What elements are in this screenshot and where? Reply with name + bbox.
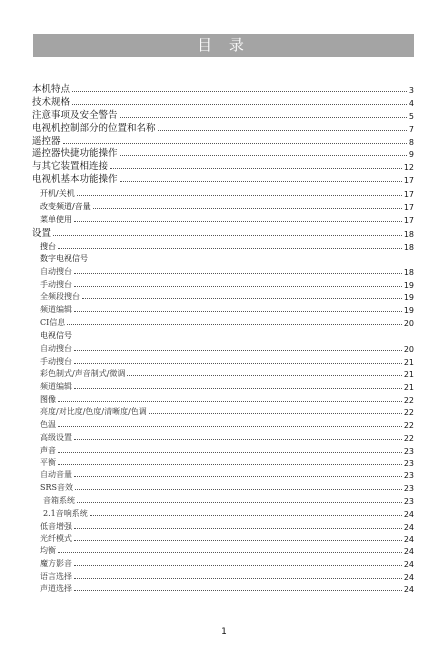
page-title: 目 录 [33,34,414,57]
toc-entry-page: 18 [403,230,414,239]
toc-entry-label: 频道编辑 [40,305,72,314]
toc-entry [40,430,414,443]
dot-leader [58,452,402,453]
toc-entry-label: 自动搜台 [40,344,72,353]
toc-entry [40,289,414,302]
toc-entry [40,251,414,264]
toc-entry-label: 手动搜台 [40,280,72,289]
toc-entry-page: 24 [403,523,414,532]
dot-leader [58,248,402,249]
toc-entry [32,172,414,185]
dot-leader [120,181,402,182]
toc-entry-page: 3 [408,86,414,95]
dot-leader [74,528,402,529]
toc-entry-page: 19 [403,293,414,302]
dot-leader [74,565,402,566]
toc-entry-page: 18 [403,268,414,277]
dot-leader [77,502,402,503]
toc-entry-page: 24 [403,535,414,544]
toc-entry [40,581,414,594]
dot-leader [74,221,402,222]
toc-entry-label: CI信息 [40,318,66,327]
toc-entry-label: 频道编辑 [40,382,72,391]
toc-entry [40,543,414,556]
dot-leader [58,401,402,402]
toc-entry-page: 18 [403,243,414,252]
toc-entry-label: 语言选择 [40,572,72,581]
dot-leader [110,168,402,169]
toc-entry-label: 自动音量 [40,470,72,479]
toc-entry-label: 开机/关机 [40,189,75,198]
toc-entry-label: 本机特点 [32,84,71,95]
toc-entry-page: 24 [403,510,414,519]
toc-entry [40,467,414,480]
toc-entry-label: 色温 [40,420,56,429]
toc-entry-page: 23 [403,471,414,480]
toc-entry [32,95,414,108]
toc-entry-label: 数字电视信号 [40,254,88,263]
dot-leader [74,590,402,591]
toc-entry-page: 21 [403,370,414,379]
toc-entry-page: 23 [403,447,414,456]
toc-entry-label: 自动搜台 [40,267,72,276]
toc-entry-label: 高级设置 [40,433,72,442]
dot-leader [72,104,407,105]
toc-entry [32,108,414,121]
dot-leader [77,195,402,196]
toc-entry-page: 17 [403,176,414,185]
toc-entry-page: 9 [408,150,414,159]
toc-entry [40,315,414,328]
toc-entry [40,404,414,417]
toc-entry-page: 17 [403,203,414,212]
toc-entry-page: 20 [403,345,414,354]
toc-entry-label: 电视信号 [40,331,72,340]
dot-leader [158,130,407,131]
toc-entry-label: 均衡 [40,546,56,555]
toc-entry [40,556,414,569]
toc-entry-label: 全频段搜台 [40,292,80,301]
toc-entry-label: 彩色制式/声音制式/微调 [40,369,126,378]
dot-leader [120,117,407,118]
dot-leader [93,208,402,209]
toc-entry-label: 亮度/对比度/色度/清晰度/色调 [40,407,147,416]
toc-entry-page: 5 [408,112,414,121]
toc-entry-label: 手动搜台 [40,357,72,366]
toc-entry [40,417,414,430]
toc-entry-page: 12 [403,163,414,172]
toc-entry [32,121,414,134]
toc-entry [32,146,414,159]
toc-entry-page: 19 [403,306,414,315]
toc-entry-page: 23 [403,497,414,506]
dot-leader [58,426,402,427]
toc-entry [43,506,414,519]
toc-entry [32,159,414,172]
toc-entry-page: 23 [403,459,414,468]
toc-entry-page: 20 [403,319,414,328]
toc-entry-page: 7 [408,125,414,134]
toc-entry-label: 音箱系统 [43,496,75,505]
dot-leader [58,464,402,465]
toc-entry [40,366,414,379]
toc-entry-page: 24 [403,573,414,582]
toc-entry-page: 22 [403,408,414,417]
toc-entry-label: 注意事项及安全警告 [32,110,118,121]
toc-entry-page: 19 [403,281,414,290]
dot-leader [74,540,402,541]
toc-entry-label: 魔方影音 [40,559,72,568]
toc-entry-label: 遥控器快捷功能操作 [32,148,118,159]
dot-leader [149,413,402,414]
toc-entry [40,264,414,277]
toc-entry-label: 低音增强 [40,522,72,531]
toc-entry-label: 菜单使用 [40,215,72,224]
toc-entry [43,493,414,506]
toc-entry [32,82,414,95]
page-number: 1 [221,627,227,637]
toc-entry [40,341,414,354]
toc-entry-label: 与其它装置相连接 [32,161,109,172]
toc-entry [40,328,414,341]
toc-entry-label: 设置 [32,228,52,239]
dot-leader [74,286,402,287]
dot-leader [75,489,402,490]
dot-leader [74,311,402,312]
toc-entry-label: 声音 [40,446,56,455]
dot-leader [82,298,402,299]
toc-entry [32,226,414,239]
toc-entry-page: 17 [403,216,414,225]
toc-entry-page: 21 [403,383,414,392]
toc-entry-label: 改变频道/音量 [40,202,91,211]
toc-entry-page: 22 [403,421,414,430]
toc-entry [40,199,414,212]
dot-leader [120,155,407,156]
dot-leader [74,363,402,364]
toc-entry-label: 光纤模式 [40,534,72,543]
toc-entry [40,480,414,493]
dot-leader [74,350,402,351]
toc-entry-label: 平衡 [40,458,56,467]
dot-leader [53,235,402,236]
toc-entry-page: 17 [403,190,414,199]
toc-entry-label: 遥控器 [32,136,61,147]
toc-entry-page: 24 [403,585,414,594]
dot-leader [63,143,407,144]
toc-entry-label: SRS音效 [40,483,73,492]
toc-entry [40,379,414,392]
dot-leader [127,375,401,376]
toc-entry-page: 24 [403,560,414,569]
toc-entry-page: 23 [403,484,414,493]
toc-entry-page: 22 [403,434,414,443]
dot-leader [74,578,402,579]
dot-leader [72,91,407,92]
dot-leader [67,324,402,325]
toc-entry-page: 22 [403,396,414,405]
toc-entry-label: 电视机控制部分的位置和名称 [32,123,156,134]
toc-entry-label: 2.1音响系统 [43,509,88,518]
dot-leader [74,476,402,477]
toc-entry-label: 图像 [40,395,56,404]
toc-entry [40,186,414,199]
dot-leader [74,439,402,440]
toc-entry-page: 8 [408,138,414,147]
toc-entry-label: 声道选择 [40,584,72,593]
toc-entry [40,212,414,225]
dot-leader [90,515,402,516]
dot-leader [74,273,402,274]
toc-entry-label: 搜台 [40,242,56,251]
toc-entry-page: 21 [403,358,414,367]
toc-entry [40,302,414,315]
toc-entry-label: 电视机基本功能操作 [32,174,118,185]
dot-leader [74,388,402,389]
toc-entry-page: 24 [403,547,414,556]
toc-entry-page: 4 [408,99,414,108]
toc-entry-label: 技术规格 [32,97,71,108]
dot-leader [58,552,402,553]
